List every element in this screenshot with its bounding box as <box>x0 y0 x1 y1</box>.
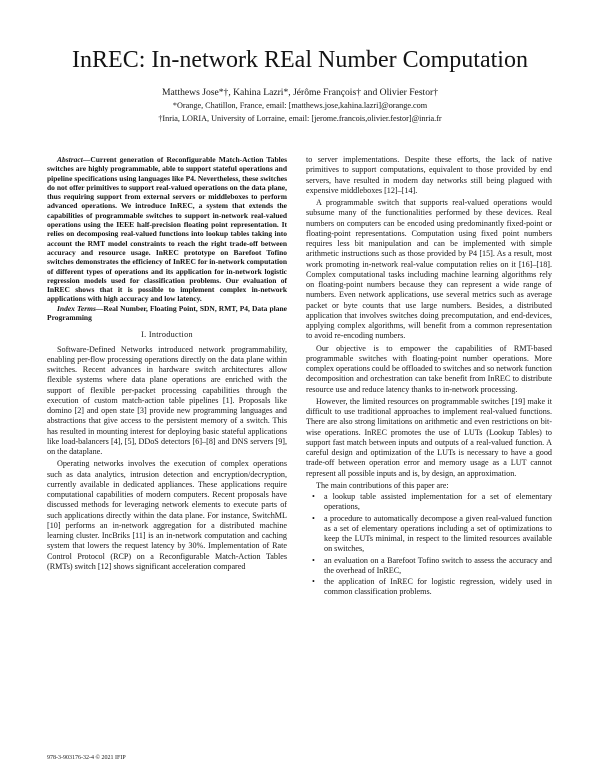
abstract-text: Current generation of Reconfigurable Match-Action Tables switches are highly programmable, able to support stateful operations and pipeline specifications using languages like P4. Nevertheless, these switches do not offer primitives to support real-valued operations on the data plane, thus requiring support from external servers or middleboxes to perform advanced operations. We introduce InREC, a system that extends the capabilities of programmable switches to support in-network real-valued operations using the IEEE half-precision floating point representation. It relies on decomposing real-valued functions into lookup tables taking into account the RMT model constraints to reach the right trade-off between accuracy and resource usage. InREC prototype on Barefoot Tofino switches demonstrates the efficiency of InREC for in-network computation of different types of operations and its application for in-network logistic regression models used for classification problems. Our evaluation of InREC shows that it is possible to implement complex in-network applications with high accuracy and low latency. <box>47 155 287 304</box>
left-column <box>47 155 287 572</box>
right-column <box>306 155 552 599</box>
copyright-footer: 978-3-903176-32-4 © 2021 IFIP <box>47 755 126 761</box>
list-item: • an evaluation on a Barefoot Tofino switch to assess the accuracy and the overhead of InREC, <box>318 556 552 577</box>
abstract <box>47 155 287 304</box>
list-item: • a lookup table assisted implementation for a set of elementary operations, <box>318 492 552 513</box>
section-heading-introduction: I. Introduction <box>141 330 193 340</box>
list-item: • the application of InREC for logistic regression, widely used in common classification problems. <box>318 577 552 598</box>
index-terms-text: Real Number, Floating Point, SDN, RMT, P4, Data plane Programming <box>47 303 288 323</box>
contributions-intro: The main contributions of this paper are: <box>316 480 449 490</box>
intro-paragraph-2: Operating networks involves the execution of complex operations such as data analytics, intrusion detection and encryption/decryption, currently available in dedicated appliances. These applications require computational capabilities of modern computers. Recent proposals have discussed methods for leveraging network elements to execute parts of such applications directly within the data plane. For instance, SwitchML [10] performs an in-network aggregation for a distributed machine learning cluster. IncBriks [11] is an in-network computation and caching system that lowers the request latency by 30%. Implementation of Rate Control Protocol (RCP) on a Reconfigurable Match-Action Tables (RMTs) switch [12] shows significant acceleration compared <box>47 459 287 571</box>
index-terms <box>47 304 287 323</box>
index-terms-lead: Index Terms— <box>57 303 104 313</box>
list-item: • a procedure to automatically decompose a given real-valued function as a set of elementary operations including a set of optimizations to keep the LUTs minimal, in respect to the limited resources available on switches, <box>318 514 552 555</box>
abstract-lead: Abstract— <box>57 155 91 164</box>
intro-paragraph-6: However, the limited resources on programmable switches [19] make it difficult to use traditional approaches to implement real-valued functions. There are also strong limitations on arithmetic and even restrictions on bit-wise operations. InREC promotes the use of LUTs (Lookup Tables) to support fast match between inputs and outputs of a real-valued function. A careful design and optimization of the LUTs is necessary to have a good trade-off between operation error and memory usage as a LUT cannot represent all possible inputs and is, by design, an approximation. <box>306 396 552 478</box>
paper-title: InREC: In-network REal Number Computation <box>72 47 528 73</box>
intro-paragraph-1: Software-Defined Networks introduced network programmability, enabling per-flow processing operations directly on the data plane within switches. Recent advances in hardware switch architectures allow flexible systems where data plane operations are enriched with the support of flexible per-packet processing capabilities through the execution of custom match-action table pipelines [1]. Proposals like domino [2] and open state [3] provide new programming languages and abstractions that give access to the persistent memory of a switch. This has resulted in mounting interest for deploying basic stateful applications like load-balancers [4], [5], DDoS detectors [6]–[8] and DNS servers [9], on the dataplane. <box>47 344 287 457</box>
intro-paragraph-4: A programmable switch that supports real-valued operations would subsume many of the functionalities performed by these devices. Real numbers on computers can be encoded using predominantly fixed-point or floating-point representations. Computation using fixed point numbers requires less bit manipulation and can be implemented with simple arithmetic instructions such as those provided by P4 [15]. As a result, most work promoting in-network real-value computation relies on it [16]–[18]. Complex computational tasks including machine learning algorithms rely on floating-point numbers because they can represent a wide range of numbers. Even network applications, use several metrics such as average packet or byte counts that use large numbers. Besides, a distributed application that involves switches doing precomputation, and end-devices, applying complex algorithms, will benefit from a common representation to avoid re-encoding numbers. <box>306 198 552 341</box>
affiliation-orange: *Orange, Chatillon, France, email: [matthews.jose,kahina.lazri]@orange.com <box>172 101 428 110</box>
contributions-list <box>306 492 552 598</box>
intro-paragraph-5: Our objective is to empower the capabilities of RMT-based programmable switches with floating-point number operations. More complex operations could be offloaded to switches and so network function decomposition and orchestration can take benefit from InREC to distribute resource use and reduce latency thanks to in-network processing. <box>306 343 552 394</box>
affiliation-inria: †Inria, LORIA, University of Lorraine, email: [jerome.francois,olivier.festor]@inria.fr <box>158 114 442 123</box>
intro-paragraph-3: to server implementations. Despite these efforts, the lack of native primitives to support computations, equivalent to those provided by end servers, have resulted in modern day networks still being plagued with expensive middleboxes [12]–[14]. <box>306 155 552 195</box>
author-list: Matthews Jose*†, Kahina Lazri*, Jérôme François† and Olivier Festor† <box>161 87 439 98</box>
